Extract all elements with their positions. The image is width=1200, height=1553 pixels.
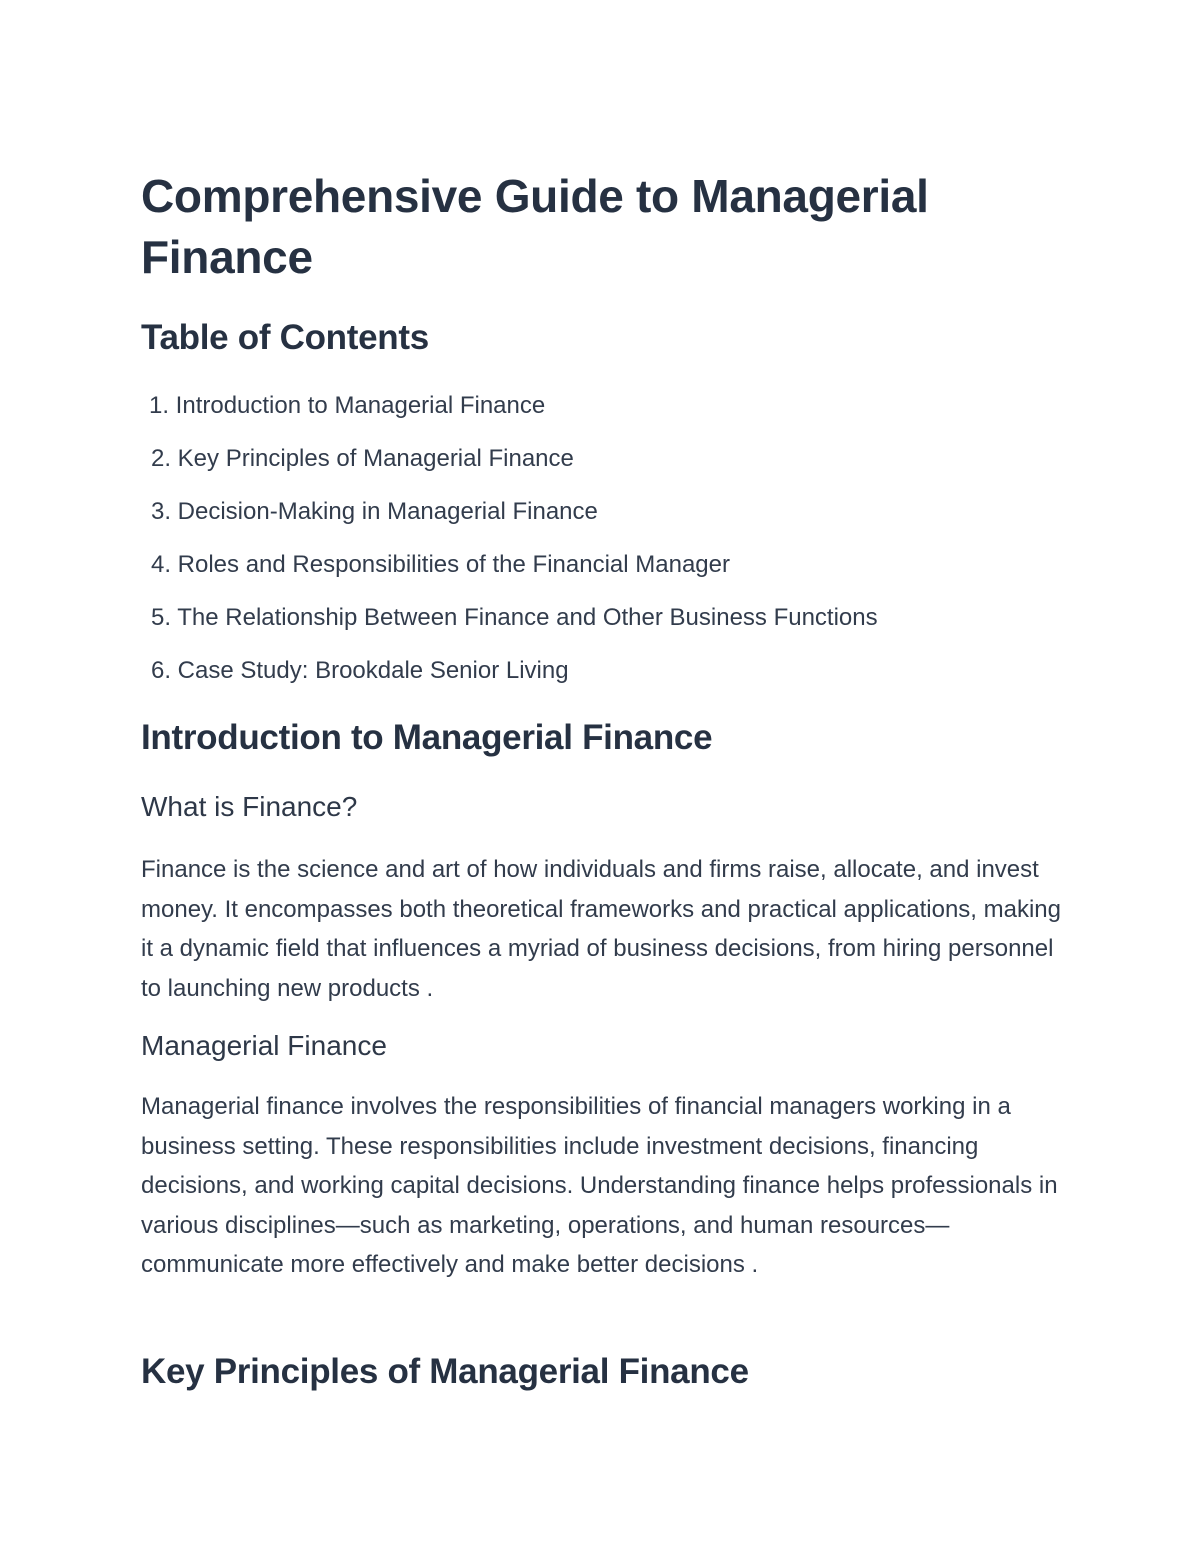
toc-item-label: Introduction to Managerial Finance	[175, 392, 546, 419]
toc-item[interactable]: 4. Roles and Responsibilities of the Financial Manager	[150, 551, 730, 578]
toc-item[interactable]: 5. The Relationship Between Finance and Other Business Functions	[150, 604, 878, 631]
toc-item[interactable]: 6. Case Study: Brookdale Senior Living	[150, 657, 569, 684]
toc-heading: Table of Contents	[141, 318, 429, 357]
document-title: Comprehensive Guide to Managerial Finance	[141, 170, 929, 283]
toc-item-label: Key Principles of Managerial Finance	[177, 445, 574, 472]
toc-item[interactable]: 3. Decision-Making in Managerial Finance	[150, 498, 598, 525]
toc-item-label: The Relationship Between Finance and Other Business Functions	[177, 604, 878, 631]
toc-item-label: Roles and Responsibilities of the Financial Manager	[177, 551, 730, 578]
section-heading-introduction: Introduction to Managerial Finance	[141, 718, 713, 757]
paragraph-what-is-finance: Finance is the science and art of how individuals and firms raise, allocate, and invest money. It encompasses both theoretical frameworks and practical applications, making it a dynamic field that influences a myriad of business decisions, from hiring personnel to launching new products .	[141, 856, 1062, 1002]
toc-item-label: Case Study: Brookdale Senior Living	[177, 657, 569, 684]
subsection-heading-what-is-finance: What is Finance?	[141, 791, 358, 822]
subsection-heading-managerial-finance: Managerial Finance	[141, 1030, 387, 1061]
paragraph-managerial-finance: Managerial finance involves the responsibilities of financial managers working in a business setting. These responsibilities include investment decisions, financing decisions, and working capital decisions. Understanding finance helps professionals in various disciplines—such as marketing, operations, and human resources—communicate more effectively and make better decisions .	[141, 1093, 1058, 1279]
table-of-contents	[141, 388, 878, 706]
section-heading-key-principles: Key Principles of Managerial Finance	[141, 1352, 749, 1391]
toc-item[interactable]: 1. Introduction to Managerial Finance	[148, 392, 546, 419]
toc-item-label: Decision-Making in Managerial Finance	[177, 498, 598, 525]
toc-item[interactable]: 2. Key Principles of Managerial Finance	[150, 445, 574, 472]
